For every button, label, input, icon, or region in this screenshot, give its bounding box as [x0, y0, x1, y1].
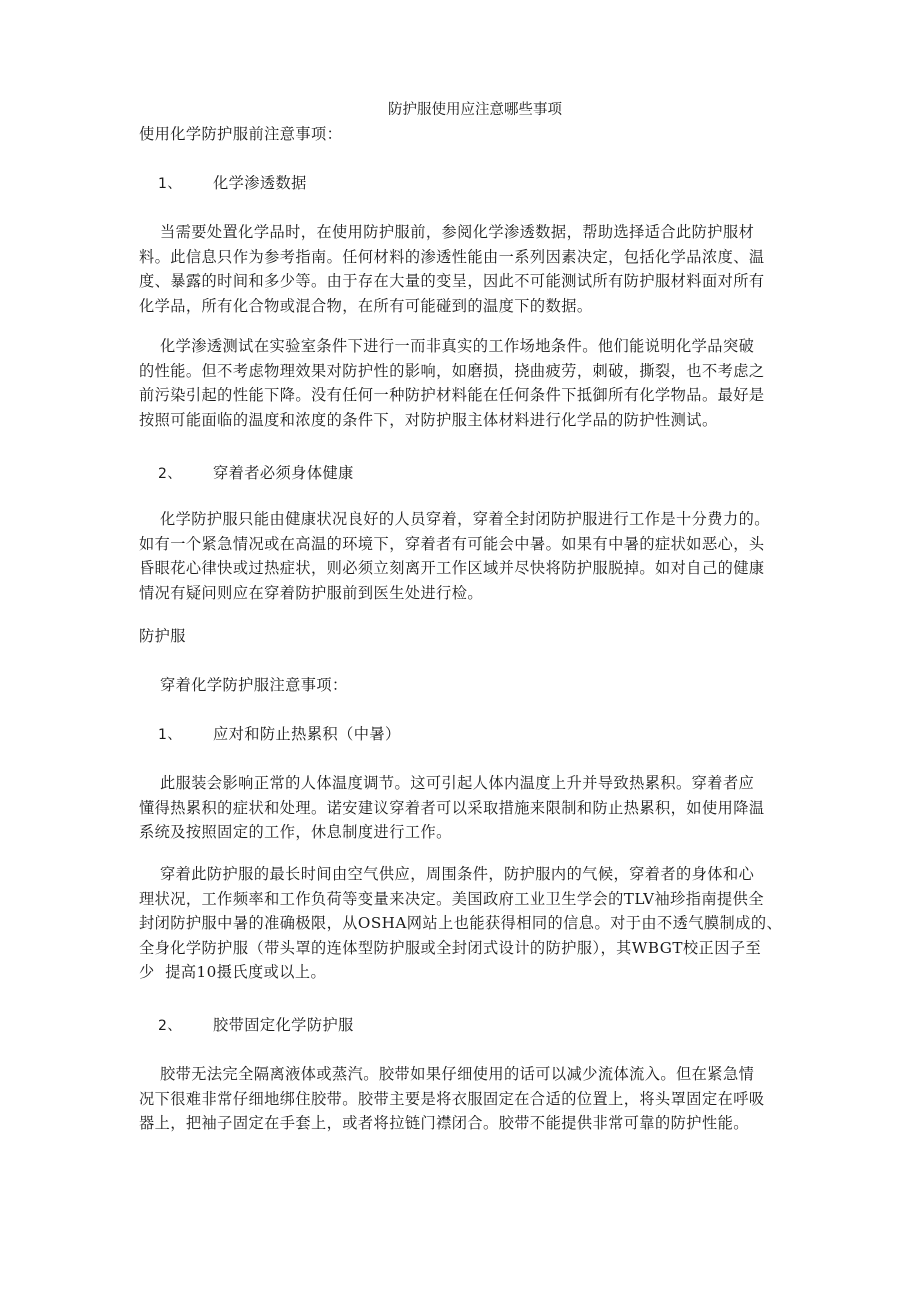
- section-4-title: 胶带固定化学防护服: [213, 1016, 354, 1034]
- text-line: 少 提高10摄氏度或以上。: [139, 963, 327, 982]
- section-2-number: 2、: [158, 466, 182, 482]
- section-1-title: 化学渗透数据: [213, 174, 307, 192]
- text-line: 此服装会影响正常的人体温度调节。这可引起人体内温度上升并导致热累积。穿着者应: [160, 774, 755, 792]
- text-line: 器上，把袖子固定在手套上，或者将拉链门襟闭合。胶带不能提供非常可靠的防护性能。: [139, 1114, 749, 1133]
- text-line: 度、暴露的时间和多少等。由于存在大量的变呈，因此不可能测试所有防护服材料面对所有: [139, 272, 765, 291]
- intro-heading: 使用化学防护服前注意事项：: [139, 125, 343, 143]
- section-3-paragraph-1: [139, 771, 811, 845]
- section-4-paragraph-1: [139, 1062, 811, 1136]
- text-line: 按照可能面临的温度和浓度的条件下，对防护服主体材料进行化学品的防护性测试。: [139, 410, 718, 429]
- text-line: 化学渗透测试在实验室条件下进行一而非真实的工作场地条件。他们能说明化学品突破: [160, 337, 755, 355]
- text-line: 况下很难非常仔细地绑住胶带。胶带主要是将衣服固定在合适的位置上，将头罩固定在呼吸: [139, 1089, 765, 1108]
- section-2-heading: [139, 461, 811, 487]
- text-line: 理状况，工作频率和工作负荷等变量来决定。美国政府工业卫生学会的TLV袖珍指南提供全: [139, 889, 764, 908]
- section-1-paragraph-1: [139, 220, 811, 318]
- section-3-title: 应对和防止热累积（中暑）: [213, 725, 401, 743]
- text-line: 穿着此防护服的最长时间由空气供应，周围条件，防护服内的气候，穿着者的身体和心: [160, 865, 755, 883]
- section-2-paragraph-1: [139, 507, 811, 605]
- section-1-paragraph-2: [139, 334, 811, 432]
- text-line: 昏眼花心律快或过热症状，则必须立刻离开工作区域并尽快将防护服脱掉。如对自己的健康: [139, 559, 765, 578]
- text-line: 系统及按照固定的工作，休息制度进行工作。: [139, 823, 452, 842]
- text-line: 的性能。但不考虑物理效果对防护性的影响，如磨损，挠曲疲劳，刺破，撕裂，也不考虑之: [139, 361, 765, 380]
- text-line: 化学防护服只能由健康状况良好的人员穿着，穿着全封闭防护服进行工作是十分费力的。: [160, 510, 770, 528]
- text-line: 全身化学防护服（带头罩的连体型防护服或全封闭式设计的防护服），其WBGT校正因子至: [139, 938, 762, 957]
- text-line: 胶带无法完全隔离液体或蒸汽。胶带如果仔细使用的话可以减少流体流入。但在紧急情: [160, 1065, 755, 1083]
- section-3-heading: [139, 722, 811, 748]
- text-line: 当需要处置化学品时，在使用防护服前，参阅化学渗透数据，帮助选择适合此防护服材: [160, 223, 755, 241]
- text-line: 懂得热累积的症状和处理。诺安建议穿着者可以采取措施来限制和防止热累积，如使用降温: [139, 798, 765, 817]
- document-title: 防护服使用应注意哪些事项: [388, 102, 562, 118]
- section-4-number: 2、: [158, 1018, 182, 1034]
- text-line: 前污染引起的性能下降。没有任何一种防护材料能在任何条件下抵御所有化学物品。最好是: [139, 386, 765, 405]
- text-line: 情况有疑问则应在穿着防护服前到医生处进行检。: [139, 583, 484, 602]
- section-4-heading: [139, 1013, 811, 1039]
- section-1-heading: [139, 171, 811, 197]
- protective-suit-label: 防护服: [139, 627, 186, 645]
- section-2-title: 穿着者必须身体健康: [213, 464, 354, 482]
- section-1-number: 1、: [158, 176, 182, 192]
- wearing-heading: 穿着化学防护服注意事项：: [160, 676, 348, 694]
- text-line: 如有一个紧急情况或在高温的环境下，穿着者有可能会中暑。如果有中暑的症状如恶心，头: [139, 534, 765, 553]
- text-line: 封闭防护服中暑的准确极限，从OSHA网站上也能获得相同的信息。对于由不透气膜制成的、: [139, 914, 783, 933]
- text-line: 料。此信息只作为参考指南。任何材料的渗透性能由一系列因素决定，包括化学品浓度、温: [139, 247, 765, 266]
- text-line: 化学品，所有化合物或混合物，在所有可能碰到的温度下的数据。: [139, 296, 593, 315]
- section-3-number: 1、: [158, 727, 182, 743]
- section-3-paragraph-2: [139, 862, 811, 985]
